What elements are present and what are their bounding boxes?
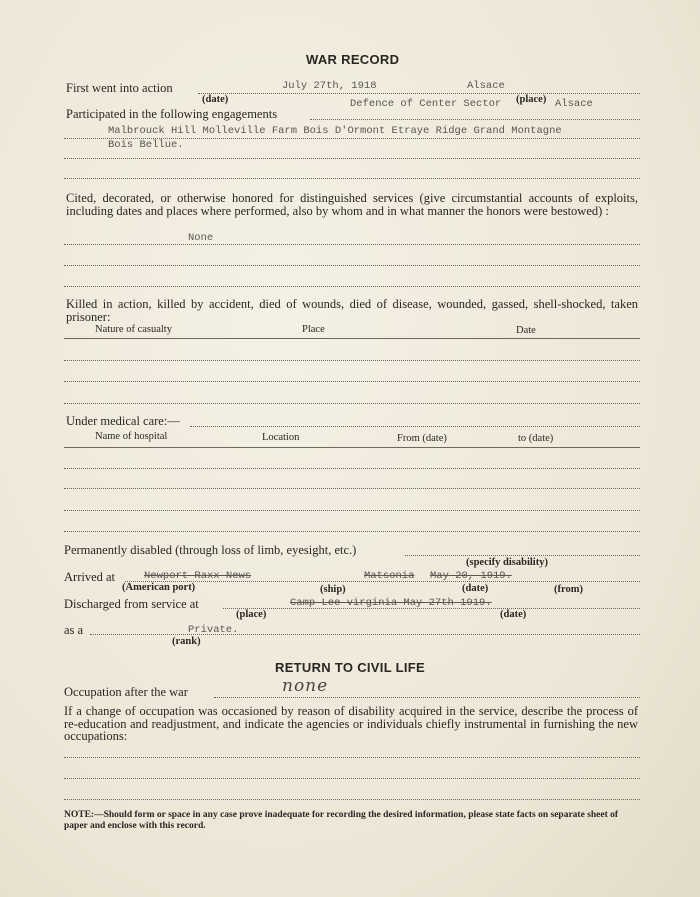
first-action-place: Alsace (467, 80, 505, 92)
civil-life-title: RETURN TO CIVIL LIFE (275, 660, 425, 675)
first-action-date-caption: (date) (202, 94, 229, 105)
as-a-label: as a (64, 623, 84, 637)
disabled-label: Permanently disabled (through loss of limb, eyesight, etc.) (64, 543, 357, 557)
medical-line-3 (64, 510, 640, 511)
medical-line-1 (64, 468, 640, 469)
cited-value: None (188, 232, 214, 244)
change-line-2 (64, 778, 640, 779)
disabled-line (405, 555, 640, 556)
participated-line (310, 119, 640, 120)
casualty-line-3 (64, 403, 640, 404)
cited-line-1 (64, 244, 640, 245)
engagements-line-2: Bois Bellue. (108, 139, 184, 151)
casualty-line-2 (64, 381, 640, 382)
first-action-label: First went into action (66, 81, 173, 95)
arrived-label: Arrived at (64, 570, 116, 584)
medical-col-from: From (date) (397, 433, 447, 444)
from-caption: (from) (554, 584, 583, 595)
occupation-label: Occupation after the war (64, 685, 188, 699)
sector-name: Defence of Center Sector (350, 98, 502, 110)
medical-line-4 (64, 531, 640, 532)
medical-col-location: Location (262, 432, 300, 443)
cited-line-2 (64, 265, 640, 266)
discharge-date-caption: (date) (500, 609, 527, 620)
engagements-line-1: Malbrouck Hill Molleville Farm Bois D'Ormont Etraye Ridge Grand Montagne (108, 125, 562, 137)
casualty-text: Killed in action, killed by accident, died of wounds, died of disease, wounded, gassed, shell-shocked, taken prisoner: (66, 297, 638, 324)
disability-caption: (specify disability) (466, 557, 548, 568)
first-action-place-caption: (place) (516, 94, 547, 105)
cited-text: Cited, decorated, or otherwise honored for distinguished services (give circumstantial accounts of exploits, including dates and places where performed, also by whom and in what manner the honors were bestowed) : (66, 191, 638, 218)
ship-name: Matsonia (364, 570, 415, 582)
occupation-line (214, 697, 640, 698)
note-text: NOTE:—Should form or space in any case prove inadequate for recording the desired information, please state facts on separate sheet of paper and enclose with this record. (64, 810, 619, 831)
medical-col-to: to (date) (518, 433, 554, 444)
participated-label: Participated in the following engagements (66, 107, 278, 121)
medical-label: Under medical care:— (66, 414, 180, 428)
casualty-col-nature: Nature of casualty (95, 324, 172, 335)
arrival-date: May 20, 1919. (430, 570, 512, 582)
discharge-value: Camp Lee virginia May 27th 1919. (290, 597, 492, 609)
casualty-col-date: Date (516, 325, 536, 336)
medical-col-hospital: Name of hospital (95, 431, 168, 442)
arrival-date-caption: (date) (462, 583, 489, 594)
casualty-line-1 (64, 360, 640, 361)
rank-caption: (rank) (172, 636, 201, 647)
discharge-place-caption: (place) (236, 609, 267, 620)
casualty-header-rule (64, 338, 640, 339)
ship-caption: (ship) (320, 584, 346, 595)
discharged-label: Discharged from service at (64, 597, 199, 611)
first-action-date: July 27th, 1918 (282, 80, 377, 92)
medical-header-rule (64, 447, 640, 448)
war-record-title: WAR RECORD (306, 52, 400, 67)
change-text: If a change of occupation was occasioned by reason of disability acquired in the service, describe the process of re-education and readjustment, and indicate the agencies or individuals chiefly instrumental in furnishing the new occupations: (64, 704, 638, 743)
cited-line-3 (64, 286, 640, 287)
occupation-value: none (282, 676, 329, 696)
change-line-3 (64, 799, 640, 800)
rank-value: Private. (188, 624, 239, 636)
casualty-col-place: Place (302, 324, 325, 335)
first-action-line (198, 93, 640, 94)
engagements-line-2-rule (64, 158, 640, 159)
sector-region: Alsace (555, 98, 593, 110)
arrived-port: Newport Raxx News (144, 570, 252, 582)
american-port-caption: (American port) (122, 582, 196, 593)
engagements-line-3-rule (64, 178, 640, 179)
medical-line-2 (64, 488, 640, 489)
medical-label-line (190, 426, 640, 427)
change-line-1 (64, 757, 640, 758)
rank-line (90, 634, 640, 635)
